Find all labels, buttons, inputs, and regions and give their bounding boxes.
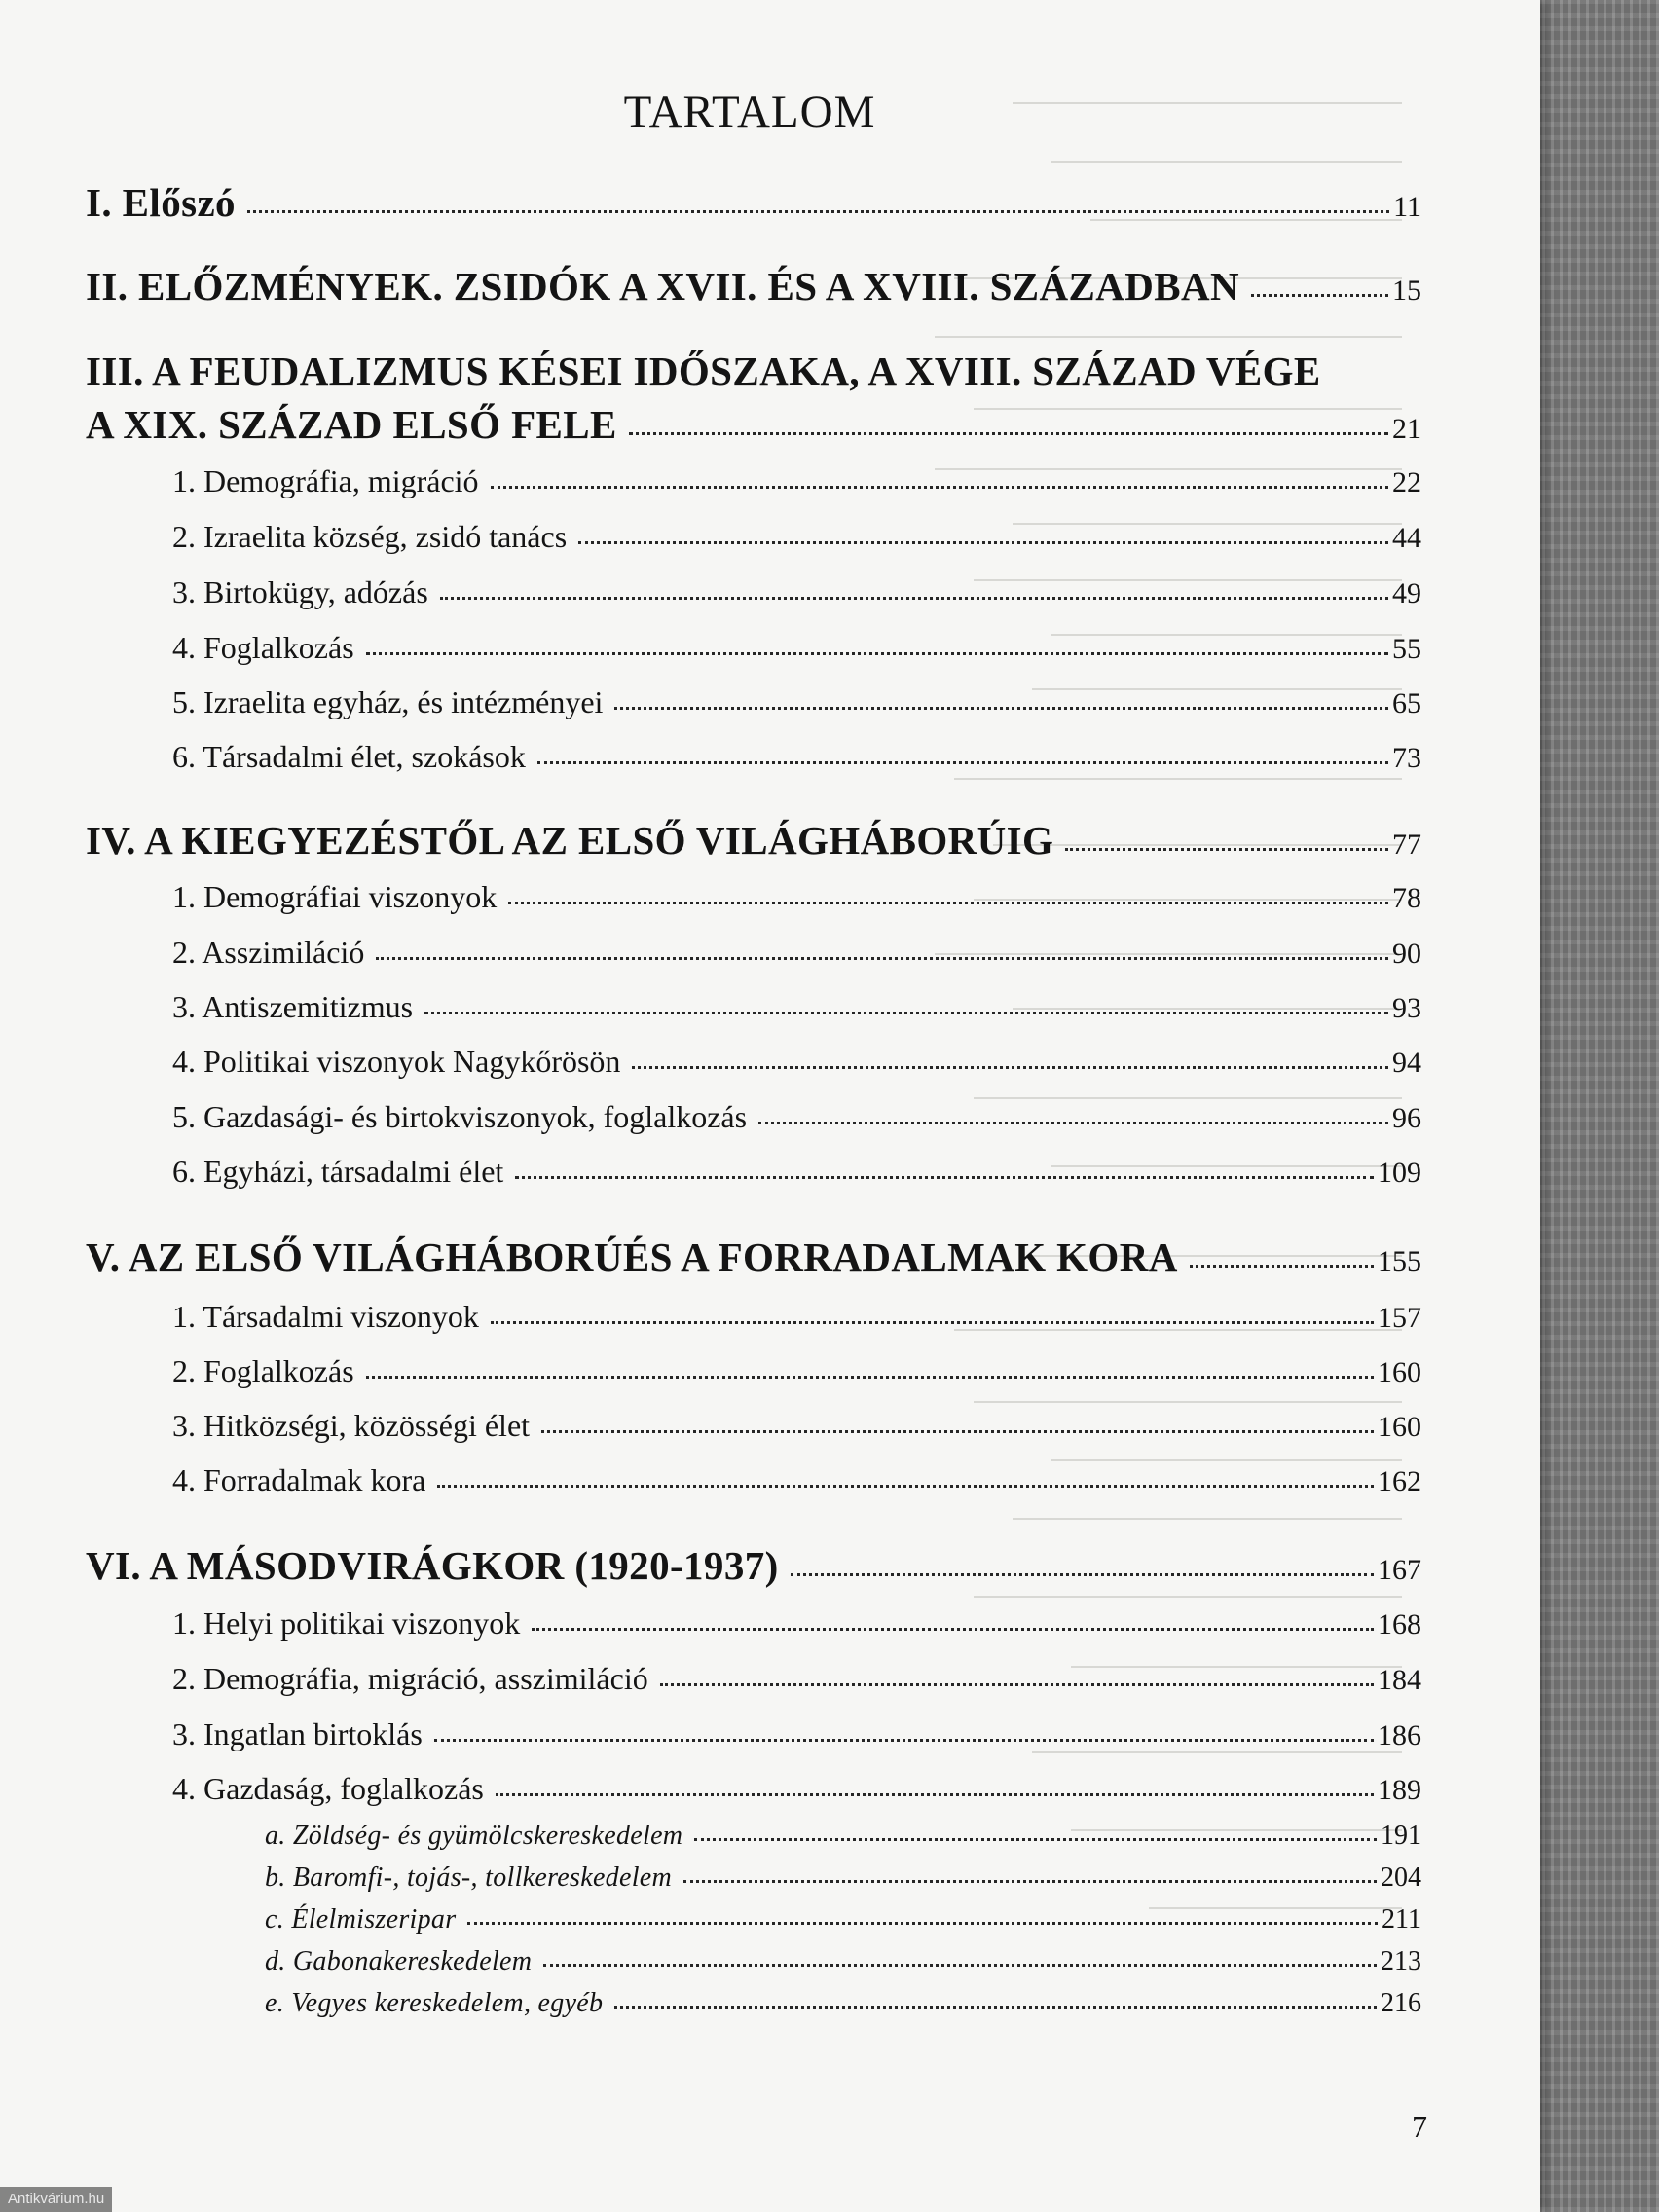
dot-leader <box>366 652 1388 655</box>
dot-leader <box>508 902 1388 904</box>
dot-leader <box>496 1793 1374 1796</box>
toc-chapter-5 <box>86 1234 1421 1280</box>
toc-section-label: 5. Gazdasági- és birtokviszonyok, foglalkozás <box>172 1099 748 1134</box>
toc-section-label: 1. Demográfia, migráció <box>172 463 479 498</box>
toc-chapter-label: V. AZ ELSŐ VILÁGHÁBORÚÉS A FORRADALMAK KORA <box>86 1235 1178 1279</box>
toc-page-number: 109 <box>1378 1157 1421 1189</box>
toc-section <box>172 739 1421 775</box>
toc-page-number: 21 <box>1392 413 1421 445</box>
dot-leader <box>1251 294 1388 297</box>
toc-section <box>172 574 1421 610</box>
toc-section-label: 6. Társadalmi élet, szokások <box>172 739 526 774</box>
toc-page-number: 216 <box>1381 1988 1421 2018</box>
toc-page-number: 204 <box>1381 1862 1421 1893</box>
toc-page-number: 73 <box>1392 742 1421 774</box>
toc-chapter-3-label-line1: III. A FEUDALIZMUS KÉSEI IDŐSZAKA, A XVIII. SZÁZAD VÉGE <box>86 349 1321 393</box>
toc-subsection <box>265 1821 1421 1852</box>
toc-section-label: 1. Társadalmi viszonyok <box>172 1299 479 1334</box>
toc-page-number: 44 <box>1392 522 1421 554</box>
toc-section-label: 4. Politikai viszonyok Nagykőrösön <box>172 1044 621 1079</box>
toc-section <box>172 1462 1421 1498</box>
toc-page-number: 22 <box>1392 466 1421 498</box>
dot-leader <box>1190 1265 1374 1268</box>
toc-page-number: 90 <box>1392 938 1421 970</box>
toc-section-label: 6. Egyházi, társadalmi élet <box>172 1154 504 1189</box>
dot-leader <box>791 1573 1374 1576</box>
toc-section-label: 2. Asszimiláció <box>172 935 365 970</box>
dot-leader <box>629 432 1388 435</box>
toc-subsection-label: a. Zöldség- és gyümölcskereskedelem <box>265 1821 683 1851</box>
toc-page-number: 162 <box>1378 1465 1421 1497</box>
dot-leader <box>437 1485 1374 1488</box>
toc-chapter-2 <box>86 263 1421 310</box>
page-number: 7 <box>1412 2109 1427 2144</box>
toc-chapter-label: IV. A KIEGYEZÉSTŐL AZ ELSŐ VILÁGHÁBORÚIG <box>86 818 1054 863</box>
toc-page-number: 94 <box>1392 1047 1421 1079</box>
toc-chapter-label: A XIX. SZÁZAD ELSŐ FELE <box>86 402 617 447</box>
dot-leader <box>434 1739 1374 1742</box>
toc-page-number: 191 <box>1381 1821 1421 1851</box>
dot-leader <box>543 1964 1377 1967</box>
dot-leader <box>758 1122 1388 1124</box>
toc-page-number: 55 <box>1392 633 1421 665</box>
toc-section-label: 3. Antiszemitizmus <box>172 989 414 1024</box>
dot-leader <box>660 1683 1374 1686</box>
toc-chapter-label: VI. A MÁSODVIRÁGKOR (1920-1937) <box>86 1543 779 1588</box>
dot-leader <box>537 761 1388 764</box>
dot-leader <box>247 210 1389 213</box>
toc-section <box>172 1099 1421 1135</box>
toc-section <box>172 1605 1421 1641</box>
toc-subsection-label: b. Baromfi-, tojás-, tollkereskedelem <box>265 1862 673 1893</box>
toc-page-number: 96 <box>1392 1102 1421 1134</box>
toc-chapter-label: I. Előszó <box>86 180 236 225</box>
dot-leader <box>632 1066 1388 1069</box>
toc-section <box>172 935 1421 971</box>
toc-subsection <box>265 1904 1421 1936</box>
toc-section-label: 5. Izraelita egyház, és intézményei <box>172 684 604 719</box>
toc-section <box>172 1299 1421 1335</box>
toc-chapter-3 <box>86 401 1421 448</box>
toc-section-label: 3. Hitközségi, közösségi élet <box>172 1408 531 1443</box>
toc-section-label: 3. Ingatlan birtoklás <box>172 1716 423 1751</box>
dot-leader <box>440 597 1388 600</box>
toc-section <box>172 879 1421 915</box>
dot-leader <box>1065 848 1388 851</box>
dot-leader <box>376 957 1388 960</box>
toc-page-number: 78 <box>1392 882 1421 914</box>
toc-page-number: 160 <box>1378 1411 1421 1443</box>
toc-page-number: 11 <box>1393 191 1421 223</box>
toc-subsection-label: d. Gabonakereskedelem <box>265 1946 533 1976</box>
toc-page-number: 155 <box>1378 1245 1421 1277</box>
toc-section-label: 4. Foglalkozás <box>172 630 354 665</box>
toc-section <box>172 989 1421 1025</box>
toc-subsection-label: c. Élelmiszeripar <box>265 1904 457 1935</box>
toc-page-number: 186 <box>1378 1719 1421 1751</box>
dot-leader <box>683 1880 1377 1883</box>
toc-page-number: 167 <box>1378 1554 1421 1586</box>
toc-page-number: 211 <box>1382 1904 1421 1935</box>
dot-leader <box>532 1628 1374 1631</box>
toc-section <box>172 1771 1421 1807</box>
toc-page-number: 168 <box>1378 1608 1421 1641</box>
toc-page-number: 213 <box>1381 1946 1421 1976</box>
toc-section <box>172 630 1421 666</box>
toc-section-label: 4. Forradalmak kora <box>172 1462 426 1497</box>
toc-chapter-4 <box>86 817 1421 864</box>
toc-section-label: 4. Gazdaság, foglalkozás <box>172 1771 484 1806</box>
toc-section-label: 3. Birtokügy, adózás <box>172 574 428 609</box>
toc-section-label: 2. Izraelita község, zsidó tanács <box>172 519 568 554</box>
toc-section <box>172 519 1421 555</box>
toc-chapter-label: II. ELŐZMÉNYEK. ZSIDÓK A XVII. ÉS A XVIII. SZÁZADBAN <box>86 264 1240 309</box>
toc-section <box>172 1661 1421 1697</box>
toc-section-label: 2. Demográfia, migráció, asszimiláció <box>172 1661 648 1696</box>
toc-subsection <box>265 1946 1421 1977</box>
toc-section-label: 1. Demográfiai viszonyok <box>172 879 498 914</box>
toc-section-label: 1. Helyi politikai viszonyok <box>172 1605 521 1641</box>
toc-section <box>172 1154 1421 1190</box>
toc-section <box>172 684 1421 720</box>
dot-leader <box>515 1176 1374 1179</box>
dot-leader <box>614 707 1388 710</box>
toc-page-number: 65 <box>1392 687 1421 719</box>
dot-leader <box>491 486 1388 489</box>
page-title: TARTALOM <box>623 87 876 137</box>
toc-section <box>172 1716 1421 1752</box>
toc-page-number: 189 <box>1378 1774 1421 1806</box>
toc-chapter-1 <box>86 179 1421 226</box>
toc-subsection-label: e. Vegyes kereskedelem, egyéb <box>265 1988 604 2018</box>
toc-section-label: 2. Foglalkozás <box>172 1353 354 1388</box>
toc-subsection <box>265 1862 1421 1894</box>
toc-section <box>172 1353 1421 1389</box>
dot-leader <box>491 1321 1374 1324</box>
toc-section <box>172 1408 1421 1444</box>
toc-page-number: 157 <box>1378 1302 1421 1334</box>
dot-leader <box>614 2006 1377 2009</box>
dot-leader <box>694 1838 1377 1841</box>
toc-page-number: 49 <box>1392 577 1421 609</box>
toc-chapter-6 <box>86 1542 1421 1589</box>
dot-leader <box>541 1430 1374 1433</box>
toc-section <box>172 463 1421 499</box>
site-watermark: Antikvárium.hu <box>0 2187 112 2212</box>
toc-page-number: 77 <box>1392 829 1421 861</box>
toc-page-number: 160 <box>1378 1356 1421 1388</box>
dot-leader <box>578 541 1388 544</box>
dot-leader <box>424 1012 1388 1014</box>
toc-page-number: 184 <box>1378 1664 1421 1696</box>
toc-section <box>172 1044 1421 1080</box>
dot-leader <box>467 1922 1378 1925</box>
toc-page-number: 93 <box>1392 992 1421 1024</box>
toc-subsection <box>265 1988 1421 2019</box>
toc-page-number: 15 <box>1392 275 1421 307</box>
dot-leader <box>366 1376 1374 1379</box>
background-surface <box>1533 0 1659 2212</box>
